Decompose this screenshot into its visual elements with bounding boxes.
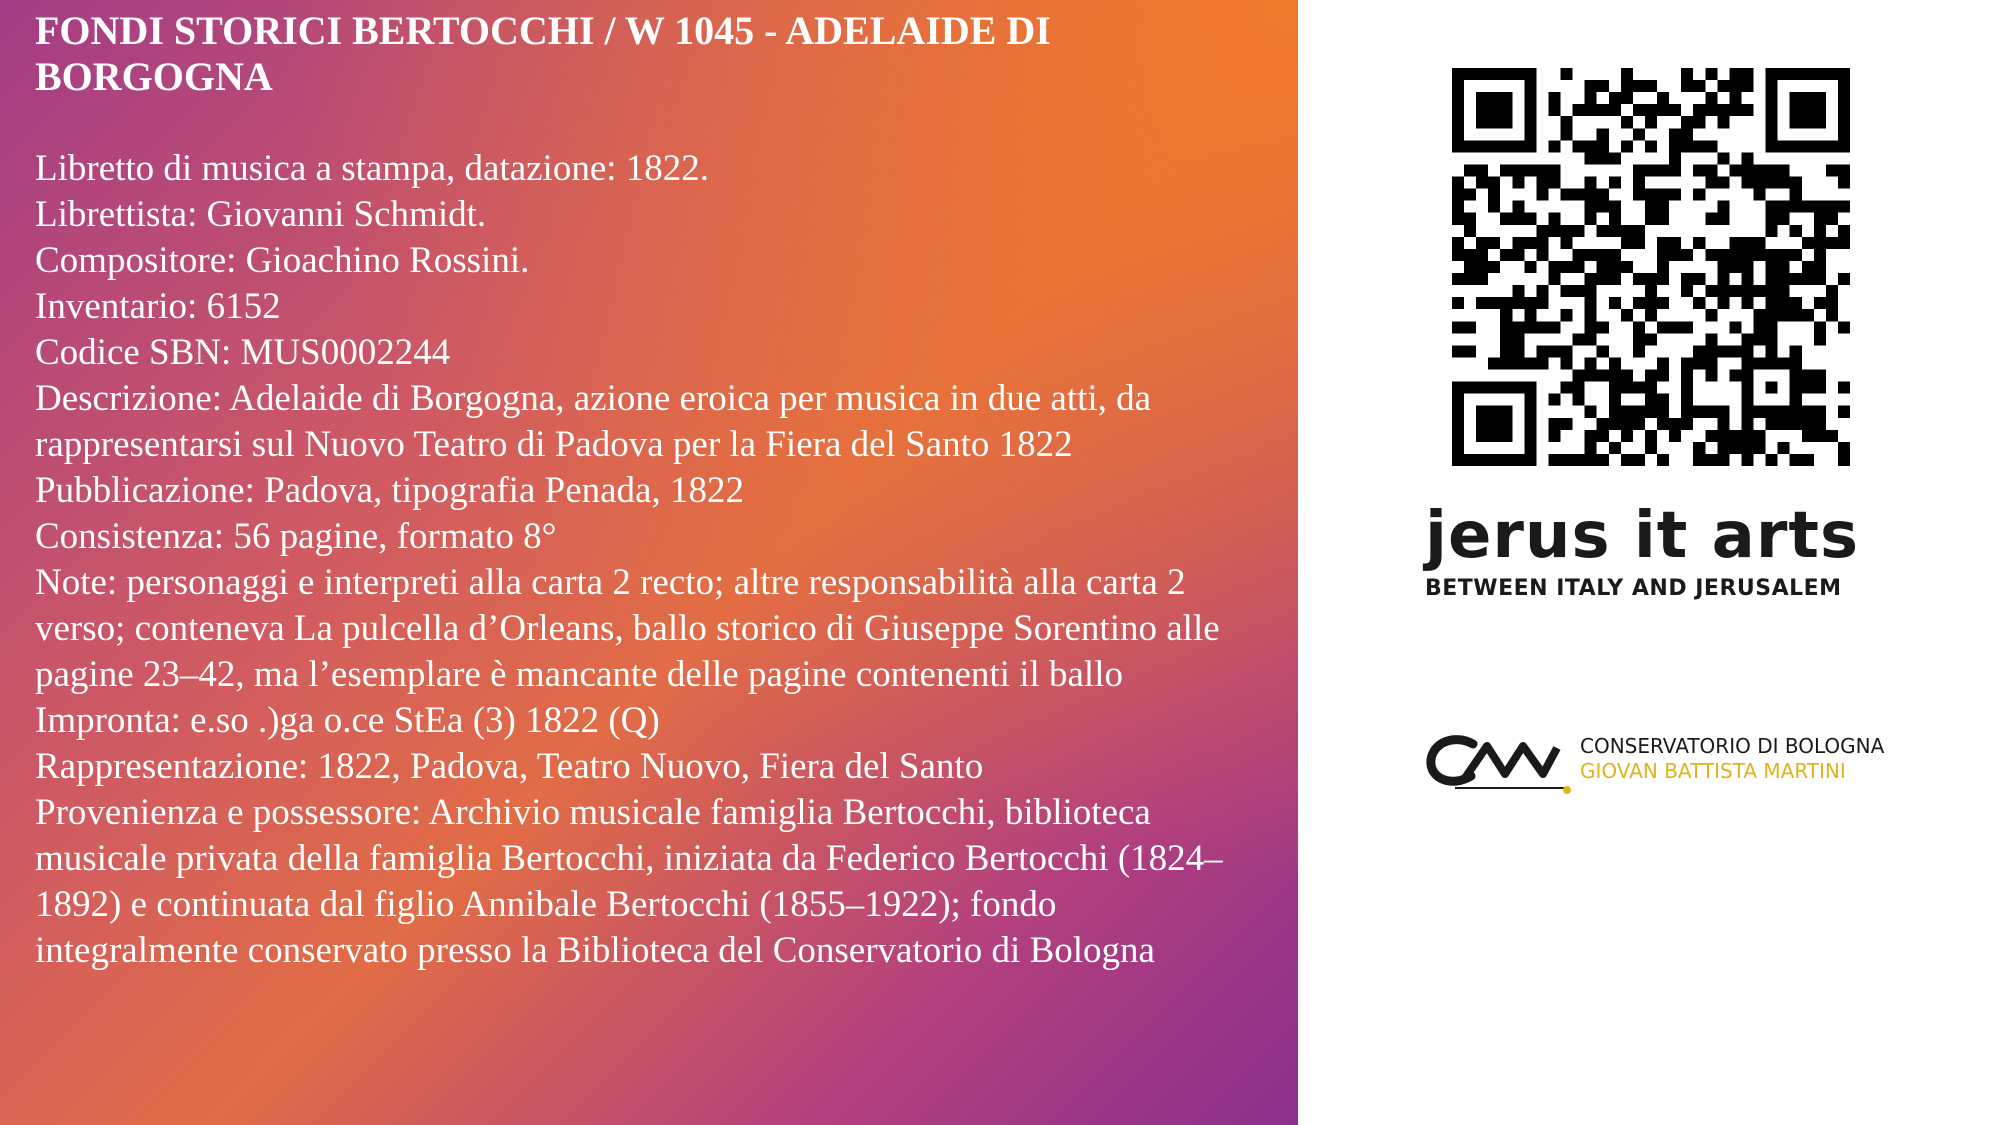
jerusit-arts-logo (1425, 498, 1885, 601)
detail-line: Consistenza: 56 pagine, formato 8° (35, 516, 557, 557)
detail-line: Impronta: e.so .)ga o.ce StEa (3) 1822 (Q) (35, 700, 660, 741)
qr-code-icon[interactable] (1452, 68, 1850, 466)
conservatorio-subname: GIOVAN BATTISTA MARTINI (1580, 759, 1846, 783)
detail-line: Rappresentazione: 1822, Padova, Teatro Nuovo, Fiera del Santo (35, 746, 984, 787)
document-title: FONDI STORICI BERTOCCHI / W 1045 - ADELAIDE DI BORGOGNA (35, 8, 1051, 99)
detail-line: Inventario: 6152 (35, 286, 281, 327)
details-block (35, 146, 1265, 974)
jerusit-tagline: BETWEEN ITALY AND JERUSALEM (1425, 576, 1842, 601)
detail-line: Pubblicazione: Padova, tipografia Penada, 1822 (35, 470, 744, 511)
jerusit-wordmark: jerus it arts (1425, 499, 1860, 573)
detail-line: Provenienza e possessore: Archivio musicale famiglia Bertocchi, biblioteca musicale privata della famiglia Bertocchi, iniziata da Federico Bertocchi (1824–1892) e continuata dal figlio Annibale Bertocchi (1855–1922); fondo integralmente conservato presso la Biblioteca del Conservatorio di Bologna (35, 792, 1223, 971)
detail-line: Compositore: Gioachino Rossini. (35, 240, 530, 281)
detail-line: Note: personaggi e interpreti alla carta 2 recto; altre responsabilità alla carta 2 verso; conteneva La pulcella d’Orleans, ballo storico di Giuseppe Sorentino alle pagine 23–42, ma l’esemplare è mancante delle pagine contenenti il ballo (35, 562, 1220, 695)
conservatorio-logo (1425, 726, 1895, 796)
detail-line: Descrizione: Adelaide di Borgogna, azione eroica per musica in due atti, da rappresentarsi sul Nuovo Teatro di Padova per la Fiera del Santo 1822 (35, 378, 1152, 465)
detail-line: Libretto di musica a stampa, datazione: 1822. (35, 148, 710, 189)
conservatorio-name: CONSERVATORIO DI BOLOGNA (1580, 734, 1885, 758)
detail-line: Librettista: Giovanni Schmidt. (35, 194, 487, 235)
detail-line: Codice SBN: MUS0002244 (35, 332, 451, 373)
qr-code-graphic (1452, 68, 1850, 466)
cm-monogram-icon (1425, 726, 1575, 796)
